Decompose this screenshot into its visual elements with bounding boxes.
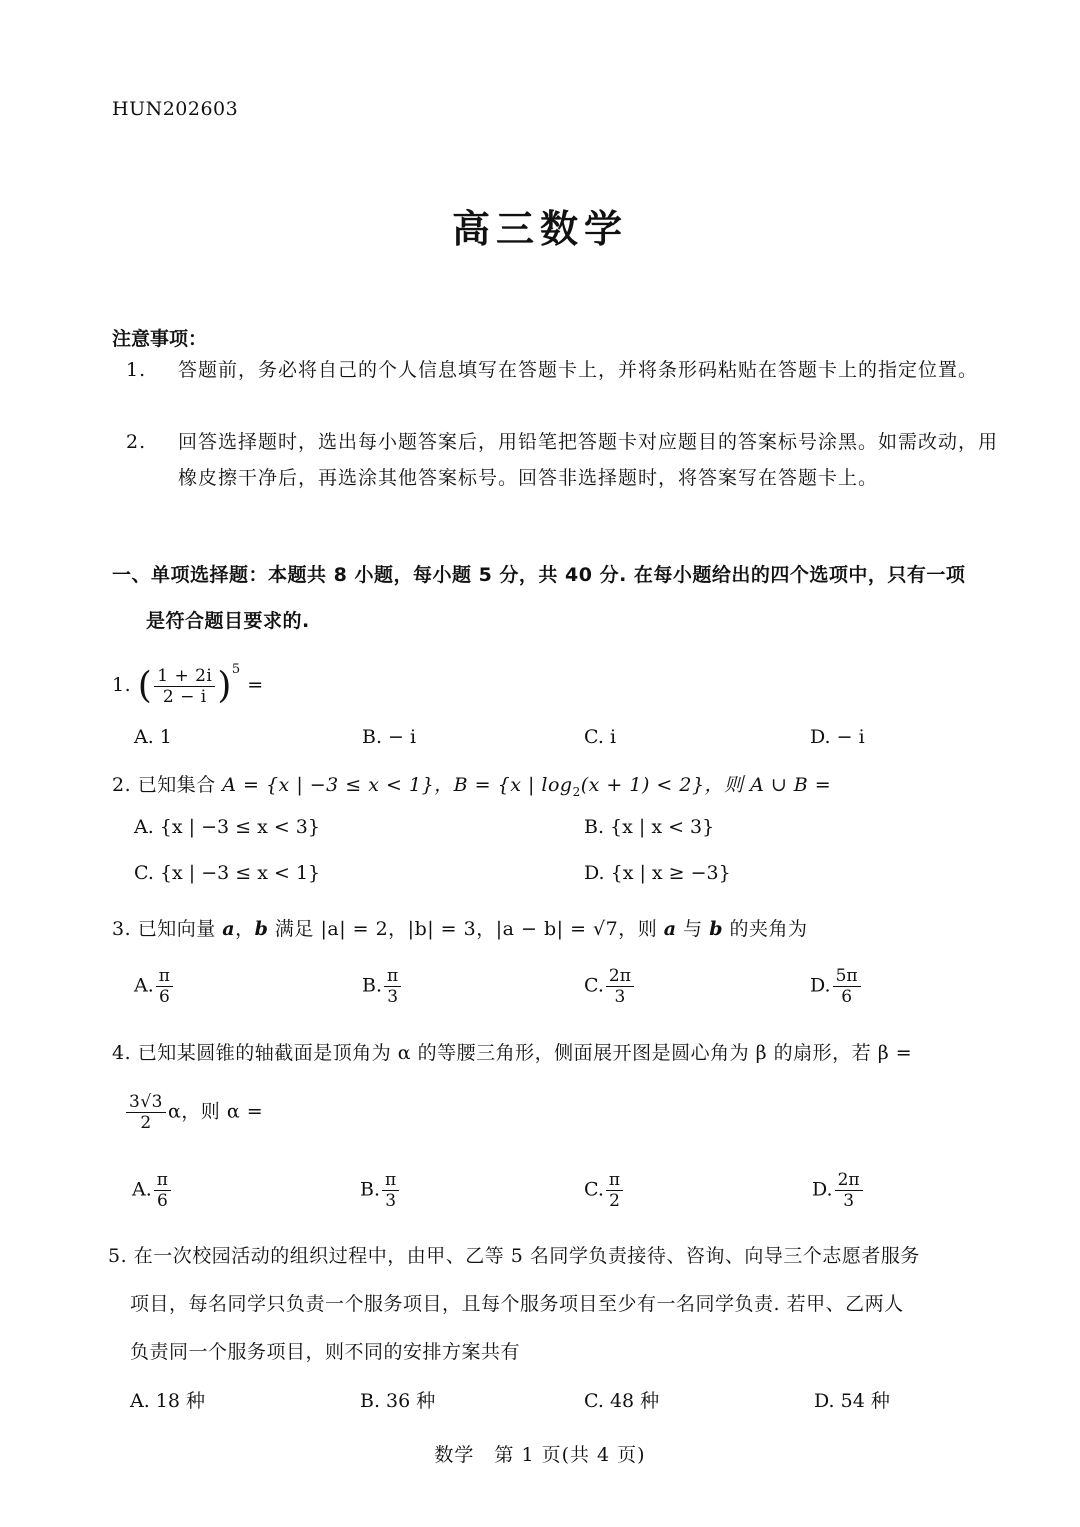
q5-option-c: C. 48 种 [584, 1390, 660, 1412]
q1-option-b: B. − i [362, 726, 417, 748]
question-2 [112, 770, 831, 799]
q1-option-c: C. i [584, 726, 617, 748]
equals-sign: = [247, 674, 264, 696]
paren-left: ( [137, 665, 153, 707]
notice-item-text: 答题前，务必将自己的个人信息填写在答题卡上，并将条形码粘贴在答题卡上的指定位置。 [178, 359, 979, 381]
question-5-line-2: 项目，每名同学只负责一个服务项目，且每个服务项目至少有一名同学负责. 若甲、乙两人 [130, 1293, 904, 1315]
q3-option-a [134, 966, 175, 1007]
comma: ， [235, 918, 255, 940]
q5-option-a: A. 18 种 [130, 1390, 206, 1412]
question-3 [112, 914, 808, 941]
page-title: 高三数学 [451, 207, 628, 251]
fraction-numerator: 5π [833, 966, 861, 987]
fraction-denominator: 3 [387, 987, 399, 1007]
q1-option-d: D. − i [810, 726, 865, 748]
notice-item-1 [126, 352, 998, 388]
page-footer: 数学 第 1 页(共 4 页) [434, 1444, 646, 1466]
log-base: 2 [572, 785, 581, 799]
fraction [154, 666, 215, 707]
q5-option-d: D. 54 种 [814, 1390, 890, 1412]
fraction-numerator: 2π [835, 1170, 863, 1191]
vector-b: b [254, 918, 269, 940]
notice-heading: 注意事项： [112, 328, 208, 350]
q4-option-b [360, 1170, 401, 1211]
q3-option-b [362, 966, 403, 1007]
fraction-numerator: π [384, 966, 401, 987]
option-label: C. [584, 1178, 604, 1201]
question-1 [112, 662, 264, 707]
question-condition: 满足 |a| = 2，|b| = 3，|a − b| = √7，则 [274, 918, 658, 940]
set-b-definition: B = {x | log [453, 774, 573, 796]
q3-option-d [810, 966, 863, 1007]
fraction [833, 966, 861, 1007]
fraction-denominator: 6 [841, 987, 853, 1007]
question-stem: 的夹角为 [729, 918, 808, 940]
option-label: A. [132, 1178, 152, 1201]
section-heading-line-2: 是符合题目要求的. [146, 610, 310, 632]
question-5-line-3: 负责同一个服务项目，则不同的安排方案共有 [130, 1341, 521, 1363]
fraction-denominator: 2 [140, 1113, 152, 1133]
option-label: A. [134, 974, 154, 997]
q2-option-a: A. {x | −3 ≤ x < 3} [134, 816, 320, 838]
option-label: C. [584, 974, 604, 997]
vector-b: b [709, 918, 723, 940]
fraction [126, 1092, 166, 1133]
question-number: 4. [112, 1042, 132, 1064]
fraction-denominator: 2 − i [162, 686, 207, 707]
question-4-cont [124, 1092, 263, 1133]
question-4 [112, 1038, 972, 1065]
fraction-denominator: 3 [385, 1191, 397, 1211]
fraction-numerator: π [154, 1170, 171, 1191]
q1-option-a: A. 1 [134, 726, 172, 748]
question-stem: 与 [683, 918, 703, 940]
question-5-line-1 [108, 1232, 978, 1280]
fraction-numerator: π [156, 966, 173, 987]
q5-option-b: B. 36 种 [360, 1390, 436, 1412]
q4-option-c [584, 1170, 625, 1211]
q2-option-b: B. {x | x < 3} [584, 816, 715, 838]
fraction-numerator: 1 + 2i [154, 666, 215, 687]
fraction [384, 966, 401, 1007]
notice-item-text: 回答选择题时，选出每小题答案后，用铅笔把答题卡对应题目的答案标号涂黑。如需改动，用橡皮擦干净后，再选涂其他答案标号。回答非选择题时，将答案写在答题卡上。 [178, 431, 999, 489]
section-heading [112, 552, 972, 644]
question-stem: α，则 α = [167, 1100, 264, 1123]
question-stem: 已知某圆锥的轴截面是顶角为 α 的等腰三角形，侧面展开图是圆心角为 β 的扇形，若 β = [137, 1042, 913, 1064]
fraction [382, 1170, 399, 1211]
question-stem: 在一次校园活动的组织过程中，由甲、乙等 5 名同学负责接待、咨询、向导三个志愿者服务 [133, 1245, 920, 1267]
notice-item-number: 1. [126, 359, 147, 381]
q2-option-c: C. {x | −3 ≤ x < 1} [134, 862, 321, 884]
fraction [154, 1170, 171, 1211]
question-number: 1. [112, 674, 132, 696]
fraction-numerator: π [382, 1170, 399, 1191]
fraction-denominator: 3 [843, 1191, 855, 1211]
fraction-numerator: π [606, 1170, 623, 1191]
q3-option-c [584, 966, 636, 1007]
fraction-denominator: 2 [609, 1191, 620, 1211]
option-label: D. [810, 974, 831, 997]
question-number: 5. [108, 1245, 128, 1267]
option-label: D. [812, 1178, 833, 1201]
fraction [835, 1170, 863, 1211]
fraction [606, 1170, 623, 1211]
vector-a: a [222, 918, 236, 940]
question-number: 2. [112, 774, 132, 796]
exam-code: HUN202603 [112, 98, 239, 120]
question-5 [108, 1232, 978, 1376]
fraction-numerator: 3√3 [126, 1092, 166, 1113]
fraction [156, 966, 173, 1007]
fraction-denominator: 6 [156, 1191, 168, 1211]
paren-right: ) [217, 665, 232, 707]
fraction [606, 966, 634, 1007]
fraction-denominator: 3 [614, 987, 626, 1007]
q2-option-d: D. {x | x ≥ −3} [584, 862, 731, 884]
vector-a: a [663, 918, 677, 940]
fraction-numerator: 2π [606, 966, 634, 987]
question-stem: 已知集合 [137, 774, 216, 796]
option-label: B. [362, 974, 383, 997]
question-number: 3. [112, 918, 132, 940]
notice-item-number: 2. [126, 431, 147, 453]
question-stem: 已知向量 [137, 918, 216, 940]
fraction-denominator: 6 [158, 987, 170, 1007]
q4-option-a [132, 1170, 173, 1211]
section-heading-line-1: 一、单项选择题：本题共 8 小题，每小题 5 分，共 40 分. 在每小题给出的四个选项中，只有一项 [112, 564, 966, 586]
q4-option-d [812, 1170, 865, 1211]
exponent: 5 [231, 662, 241, 677]
set-b-definition-end: (x + 1) < 2}，则 A ∪ B = [580, 774, 832, 796]
set-a-definition: A = {x | −3 ≤ x < 1}， [222, 774, 454, 796]
option-label: B. [360, 1178, 381, 1201]
notice-item-2 [126, 424, 999, 496]
